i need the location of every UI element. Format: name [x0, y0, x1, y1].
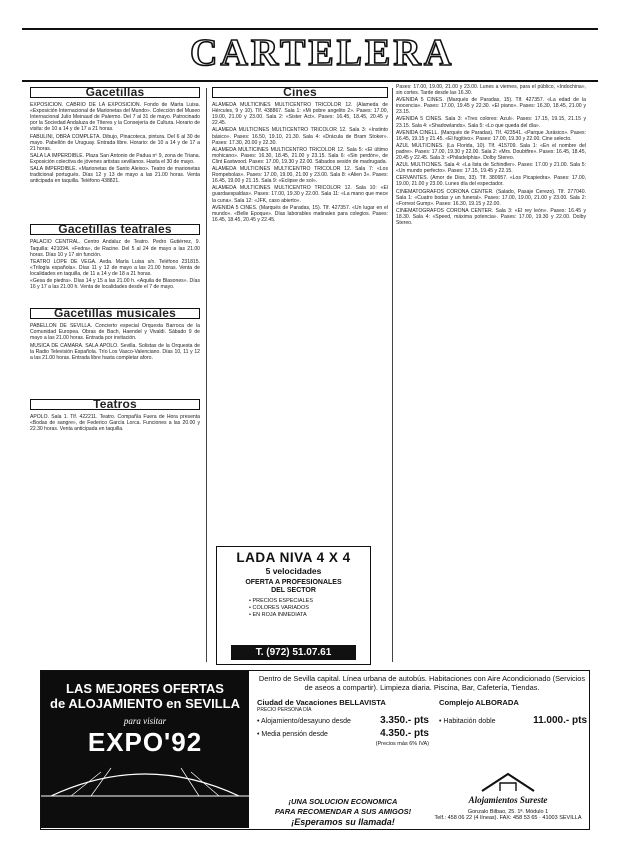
expo92-logo-text: EXPO'92: [87, 727, 203, 757]
column-divider: [392, 88, 393, 662]
price-value: 3.350.- pts: [380, 715, 429, 726]
accommodation-ad: [40, 670, 590, 830]
logo-address: Telf.: 458 06 22 (4 líneas). FAX: 458 53 65 · 41003 SEVILLA: [434, 815, 582, 821]
house-roof-icon: [478, 771, 538, 793]
cines-listing: AVENIDA 5 CINES. Sala 3: «Tres colores: Azul». Pases: 17.15, 19.15, 21.15 y 23.15. Sala 4: «Shadowlands». Sala 5: «Lo que queda del día».: [396, 116, 586, 129]
cines-paragraph: ALAMEDA MULTICINES MULTICENTRO TRICOLOR 12. Sala 7: «Los Rompebolas». Pases: 17.00, 19.00, 21.00 y 23.00. Sala 8: «Alien 3». Pases: 16.45, 19.00 y 21.15. Sala 9: «Eclipse de sol».: [212, 166, 388, 185]
banner-line: para visitar: [123, 716, 167, 726]
price-row: [439, 715, 587, 726]
gacetillas-paragraph: FABULINI, OBRA COMPLETA. Dibujo, Pinacoteca, pintura. Del 6 al 30 de mayo. Pabellón de Uruguay. Entrada libre. Horario: de 10 a 14 y de 17 a 21 horas.: [30, 133, 200, 152]
cines-paragraph: ALAMEDA MULTICINES MULTICENTRO TRICOLOR 12. (Alameda de Hércules, 9 y 10). Tlf. 438867. Sala 1: «Mi pobre angelito 2». Pases: 17.00, 19.00, 21.00 y 23.00. Sala 2: «Sister Act». Pases: 16.45, 18.45, 20.45 y 22.45.: [212, 102, 388, 127]
price-note: (Precios más 6% IVA): [375, 741, 429, 747]
section-heading-teatros: Teatros: [30, 399, 200, 410]
cines-listing: AZUL MULTICINES. Sala 4: «La lista de Schindler». Pases: 17.00 y 21.00. Sala 5: «Un mundo perfecto». Pases: 17.15, 19.45 y 22.15.: [396, 162, 586, 175]
alojamientos-logo: [433, 771, 583, 821]
slogan-line: ¡Esperamos su llamada!: [291, 817, 395, 827]
cines-listing: AZUL MULTICINES. (La Florida, 10). Tlf. 415709. Sala 1: «En el nombre del padre». Pases: 17.00, 19.30 y 22.00. Sala 2: «Mrs. Doubtfire». Pases: 16.45, 18.45, 20.45 y 22.45. Sala 3: «Philadelphia». Dolby Stereo.: [396, 142, 586, 162]
price-label: • Media pensión desde: [257, 731, 328, 738]
cines-listing: CERVANTES. (Amor de Dios, 33). Tlf. 380957. «Los Picapiedra». Pases: 17.00, 19.00, 21.00 y 23.00. Lunes día del espectador.: [396, 175, 586, 188]
price-label: • Alojamiento/desayuno desde: [257, 718, 351, 725]
accommodation-slogan: [257, 797, 429, 827]
gacetillas-musicales-paragraph: MUSICA DE CAMARA. SALA APOLO. Sevilla. Solistas de la Orquesta de la Radio Televisión Española. Trío Los Vasco-Valenciano. Días 10, 11 y 12 a las 21.00 horas. Entrada libre hasta completar aforo.: [30, 342, 200, 361]
price-label: • Habitación doble: [439, 718, 496, 725]
gacetillas-teatrales-paragraph: TEATRO LOPE DE VEGA. Avda. María Luisa s/n. Teléfono 231815. «Trilogía española». Días 11 y 12 de mayo a las 21.00 horas. Venta de localidades en taquilla, de 11 a 14 y de 18 a 21 horas.: [30, 258, 200, 277]
slogan-line: PARA RECOMENDAR A SUS AMIGOS!: [274, 807, 412, 816]
right-column: [396, 84, 586, 664]
price-value: 11.000.- pts: [533, 715, 587, 726]
logo-address: Gonzalo Bilbao, 25. 1ª. Módulo 1: [467, 809, 549, 815]
cines-listing: CINEMATOGRAFOS CORONA CENTER. (Salado, Pasaje Cerezo). Tlf. 277040. Sala 1: «Cuatro bodas y un funeral». Pases: 17.00, 19.00, 21.00 y 23.00. Sala 2: «Forrest Gump». Pases: 16.30, 19.15 y 22.00.: [396, 188, 586, 207]
lada-ad-offer-line: DEL SECTOR: [271, 587, 316, 594]
cines-listing: CINEMATOGRAFOS CORONA CENTER. Sala 3: «El rey león». Pases: 16.45 y 18.30. Sala 4: «Speed, máxima potencia». Pases: 17.00, 19.30 y 22.00. Dolby Stereo.: [396, 207, 586, 226]
lada-ad-title: LADA NIVA 4 X 4: [236, 550, 351, 565]
accommodation-intro: Dentro de Sevilla capital. Línea urbana de autobús. Habitaciones con Aire Acondicionado (Servicios de aseos a compartir). Limpieza diaria. Piscina, Bar, Cafetería, Tiendas.: [258, 674, 586, 692]
banner-line: de ALOJAMIENTO en SEVILLA: [50, 696, 240, 711]
price-row: [257, 728, 429, 739]
section-heading-gacetillas: Gacetillas: [30, 87, 200, 98]
cines-paragraph: ALAMEDA MULTICINES MULTICENTRO TRICOLOR 12. Sala 5: «El último mohicano». Pases: 16.30, 18.45, 21.00 y 23.15. Sala 6: «Sin perdón», de Clint Eastwood. Pases: 17.00, 19.30 y 22.00. Sábados sesión de madrugada.: [212, 146, 388, 165]
logo-brand: Alojamientos Sureste: [468, 795, 548, 805]
gacetillas-musicales-paragraph: PABELLON DE SEVILLA. Concierto especial Orquesta Barroca de la Comunidad Europea. Obras de Bach, Haendel y Vivaldi. Sábado 9 de mayo a las 21.00 horas. Entrada por invitación.: [30, 323, 200, 342]
teatros-paragraph: APOLO. Sala 1. Tlf. 422211. Teatro. Compañía Fuera de Hora presenta «Bodas de sangre», de Federico García Lorca. Funciones a las 20.00 y 22.30 horas. Venta anticipada en taquilla.: [30, 413, 200, 433]
banner-line: LAS MEJORES OFERTAS: [66, 681, 224, 696]
cines-listing: AVENIDA 5 CINES. (Marqués de Paradas, 15). Tlf. 427357. «La edad de la inocencia». Pases: 17.00, 19.45 y 22.30. «El piano». Pases: 16.30, 18.45, 21.00 y 23.15.: [396, 97, 586, 116]
gacetillas-teatrales-paragraph: «Gesa de piedra». Días 14 y 15 a las 21.00 h. «Aquila de Blasones». Días 16 y 17 a las 21.00 h. Venta de localidades desde el 7 de mayo.: [30, 277, 200, 291]
lada-ad-offer: [217, 579, 370, 595]
section-heading-gacetillas-musicales: Gacetillas musicales: [30, 308, 200, 319]
lada-ad-phone: T. (972) 51.07.61: [231, 645, 356, 660]
section-heading-gacetillas-teatrales: Gacetillas teatrales: [30, 224, 200, 235]
lada-ad-offer-line: OFERTA A PROFESIONALES: [245, 579, 342, 586]
bridge-icon: [41, 758, 249, 798]
left-column: [30, 84, 200, 664]
column-divider: [206, 88, 207, 662]
cines-listing: AVENIDA CINELL. (Marqués de Paradas). Tlf. 423541. «Parque Jurásico». Pases: 16.45, 19.15 y 21.45. «El fugitivo». Pases: 17.00, 19.30 y 22.00. Cine selecto.: [396, 129, 586, 142]
middle-column: [212, 84, 388, 540]
alborada-offer: [439, 698, 587, 747]
accommodation-ad-banner: [41, 671, 249, 828]
cines-paragraph: ALAMEDA MULTICINES MULTICENTRO TRICOLOR 12. Sala 10: «El guardaespaldas». Pases: 17.00, 19.30 y 22.00. Sala 11: «La mano que mece la cuna». Sala 12: «JFK, caso abierto».: [212, 185, 388, 204]
lada-ad-bullet: • PRECIOS ESPECIALES: [249, 598, 370, 605]
offers-row: [257, 698, 587, 747]
lada-ad-bullet: • EN ROJA INMEDIATA: [249, 612, 370, 619]
masthead-top-rule: [22, 28, 598, 30]
bellavista-offer: [257, 698, 429, 747]
gacetillas-paragraph: EXPOSICION. CABRIO DE LA EXPOSICION. Fondo de Marta Luisa. «Exposición Internacional de Marionetas del Mundo». Colección del Museo Internacional Julio Meinaud de Palermo. Del 7 al 31 de mayo. Patrocinado por la Sociedad Andaluza de Títeres y la Consejería de Cultura. Horario de visita: de 10 a 14 y de 17 a 21 horas.: [30, 102, 200, 133]
lada-ad-bullets: [249, 598, 370, 619]
price-value: 4.350.- pts: [380, 728, 429, 739]
gacetillas-paragraph: SALA LA IMPERDIBLE. Plaza San Antonio de Padua nº 9, zona de Triana. Exposición colectiva de jóvenes artistas sevillanos. Hasta el 30 de mayo.: [30, 152, 200, 165]
cines-listing: Pases: 17.00, 19.00, 21.00 y 23.00. Lunes a viernes, para el público, «Indochina», sin cortes. Tarde desde las 16.30.: [396, 84, 586, 97]
accommodation-details: [257, 674, 587, 747]
cines-paragraph: AVENIDA 5 CINES. (Marqués de Paradas, 15). Tlf. 427357. «Un lugar en el mundo». «Belle Epoque». Días laborables matinales para colegios. Pases: 16.45, 18.45, 20.45 y 22.45.: [212, 204, 388, 223]
bellavista-subheading: PRECIO PERSONA DÍA: [257, 707, 312, 713]
lada-ad-subtitle: 5 velocidades: [265, 566, 322, 576]
slogan-line: ¡UNA SOLUCION ECONOMICA: [288, 797, 398, 806]
page-title: CARTELERA: [190, 32, 455, 74]
bellavista-heading: Ciudad de Vacaciones BELLAVISTA: [257, 698, 386, 707]
section-heading-cines: Cines: [212, 87, 388, 98]
price-row: [257, 715, 429, 726]
lada-niva-ad: [216, 546, 371, 665]
gacetillas-paragraph: SALA IMPERDIBLE. «Marionetas de Santo Aleixo». Teatro de marionetas tradicional portugués. Días 12 y 13 de mayo a las 21.00 horas. Venta anticipada en taquilla. Teléfono 438821.: [30, 166, 200, 185]
masthead-bottom-rule: [22, 80, 598, 82]
alborada-heading: Complejo ALBORADA: [439, 698, 519, 707]
lada-ad-bullet: • COLORES VARIADOS: [249, 605, 370, 612]
gacetillas-teatrales-paragraph: PALACIO CENTRAL. Centro Andaluz de Teatro. Pedro Gutiérrez, 9. Taquilla: 421094. «Fedra», de Racine. Del 5 al 24 de mayo a las 21.00 horas. Días 10 y 17 sin función.: [30, 239, 200, 258]
cines-paragraph: ALAMEDA MULTICINES MULTICENTRO TRICOLOR 12. Sala 3: «Instinto básico». Pases: 16.50, 19.10, 21.30. Sala 4: «Drácula de Bram Stoker». Pases: 17.30, 20.00 y 22.30.: [212, 127, 388, 146]
